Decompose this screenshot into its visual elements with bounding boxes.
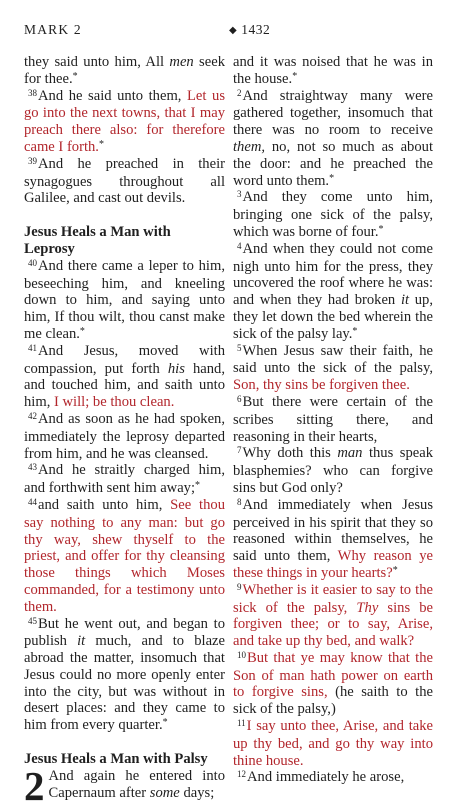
verse-3: $^3$And they come unto him, bringing one sick of the palsy, which was borne of four.* [233,189,433,240]
chapter-number-dropcap: 2 [24,762,45,809]
red-letter-text: Whether is it easier to say to the sick of the palsy, [233,581,433,616]
verse-12: $^{12}$And immediately he arose, [237,769,405,786]
verse-42: $^{42}$And as soon as he had spoken, immediately the leprosy departed from him, and he was cleansed. [24,410,225,462]
verse-37-continued: they said unto him, All men seek for thee.* [24,54,225,87]
right-column [233,54,433,787]
red-letter-text: Son, thy sins be forgiven thee. [233,377,410,394]
verse-1-continued: and it was noised that he was in the house.* [233,54,433,87]
verse-number: 44 [28,496,37,507]
verse-number: 11 [237,718,246,729]
verse-7: $^7$Why doth this man thus speak blasphemies? who can forgive sins but God only? [233,445,433,496]
page-number [229,22,270,38]
verse-number: 12 [237,769,246,780]
verse-number: 43 [28,462,37,473]
verse-number: 9 [237,581,242,592]
verse-39: $^{39}$And he preached in their synagogues throughout all Galilee, and cast out devils. [24,155,225,207]
footnote-marker[interactable]: * [98,138,104,150]
verse-number: 3 [237,189,242,200]
verse-43: $^{43}$And he straitly charged him, and forthwith sent him away;* [24,462,225,497]
red-letter-text: Let us go into the next towns, that I may preach there also: for therefore came I forth. [24,87,226,155]
verse-2: $^2$And straightway many were gathered together, insomuch that there was no room to receive them, no, not so much as about the door: and he preached the word unto them.* [233,87,433,189]
verse-number: 42 [28,410,37,421]
red-letter-text: Why reason ye these things in your hearts? [233,548,433,581]
footnote-marker[interactable]: * [292,70,298,82]
footnote-marker[interactable]: * [329,172,335,184]
verse-6: $^6$But there were certain of the scribes sitting there, and reasoning in their hearts, [233,393,433,445]
footnote-marker[interactable]: * [392,564,398,576]
red-letter-text: I say unto thee, Arise, and take up thy bed, and go thy way into thine house. [233,718,433,769]
verse-11 [233,718,433,769]
verse-number: 7 [237,445,242,456]
verse-number: 40 [28,257,37,268]
red-letter-text: See thou say nothing to any man: but go thy way, shew thyself to the priest, and offer for thy cleansing those things which Moses commanded, for a testimony unto them. [24,496,225,615]
verse-number: 38 [28,87,37,98]
verse-number: 5 [237,342,242,353]
book-chapter-label: MARK 2 [24,22,82,37]
chapter-2-verse-1: 2 And again he entered into Capernaum after some days; [24,762,225,809]
footnote-marker[interactable]: * [378,223,384,235]
footnote-marker[interactable]: * [352,325,358,337]
page-number-value: 1432 [241,22,271,37]
verse-38: $^{38}$And he said unto them, Let us go into the next towns, that I may preach there also: for therefore came I forth.* [24,87,226,155]
footnote-marker[interactable]: * [195,480,201,492]
section-heading-palsy: Jesus Heals a Man with Palsy [24,751,208,768]
verse-8: $^8$And immediately when Jesus perceived in his spirit that they so reasoned within themselves, he said unto them, Why reason ye these things in your hearts?* [233,496,433,581]
verse-number: 2 [237,87,242,98]
footnote-marker[interactable]: * [79,325,85,337]
verse-4: $^4$And when they could not come nigh unto him for the press, they uncovered the roof where he was: and when they had broken it up, they let down the bed wherein the sick of the palsy lay.* [233,240,433,342]
verse-number: 45 [28,615,37,626]
red-letter-text: I will; be thou clean. [54,394,175,411]
verse-44: $^{44}$and saith unto him, See thou say nothing to any man: but go thy way, shew thyself to the priest, and offer for thy cleansing those things which Moses commanded, for a testimony unto them. [24,496,225,615]
page-header [24,22,431,42]
verse-10: $^{10}$But that ye may know that the Son of man hath power on earth to forgive sins, (he saith to the sick of the palsy,) [233,649,433,718]
verse-5: $^5$When Jesus saw their faith, he said unto the sick of the palsy, Son, thy sins be forgiven thee. [233,342,433,394]
red-letter-text: But that ye may know that the Son of man hath power on earth to forgive sins, [233,649,433,701]
verse-41: $^{41}$And Jesus, moved with compassion, put forth his hand, and touched him, and saith unto him, I will; be thou clean. [24,342,225,411]
footnote-marker[interactable]: * [162,717,168,729]
diamond-icon: ◆ [229,25,238,36]
left-column [24,54,226,809]
verse-40: $^{40}$And there came a leper to him, beseeching him, and kneeling down to him, and saying unto him, If thou wilt, thou canst make me clean.* [24,257,225,342]
verse-number: 39 [28,155,37,166]
section-heading-leprosy: Jesus Heals a Man with Leprosy [24,224,171,257]
verse-9: $^9$Whether is it easier to say to the sick of the palsy, Thy sins be forgiven thee; or to say, Arise, and take up thy bed, and walk? [233,581,434,650]
verse-number: 4 [237,240,242,251]
footnote-marker[interactable]: * [72,70,78,82]
verse-number: 8 [237,496,242,507]
verse-number: 10 [237,649,246,660]
verse-45: $^{45}$But he went out, and began to publish it much, and to blaze abroad the matter, insomuch that Jesus could no more openly enter into the city, but was without in desert places: and they came to him from every quarter.* [24,615,226,734]
verse-number: 6 [237,393,242,404]
verse-number: 41 [28,342,37,353]
